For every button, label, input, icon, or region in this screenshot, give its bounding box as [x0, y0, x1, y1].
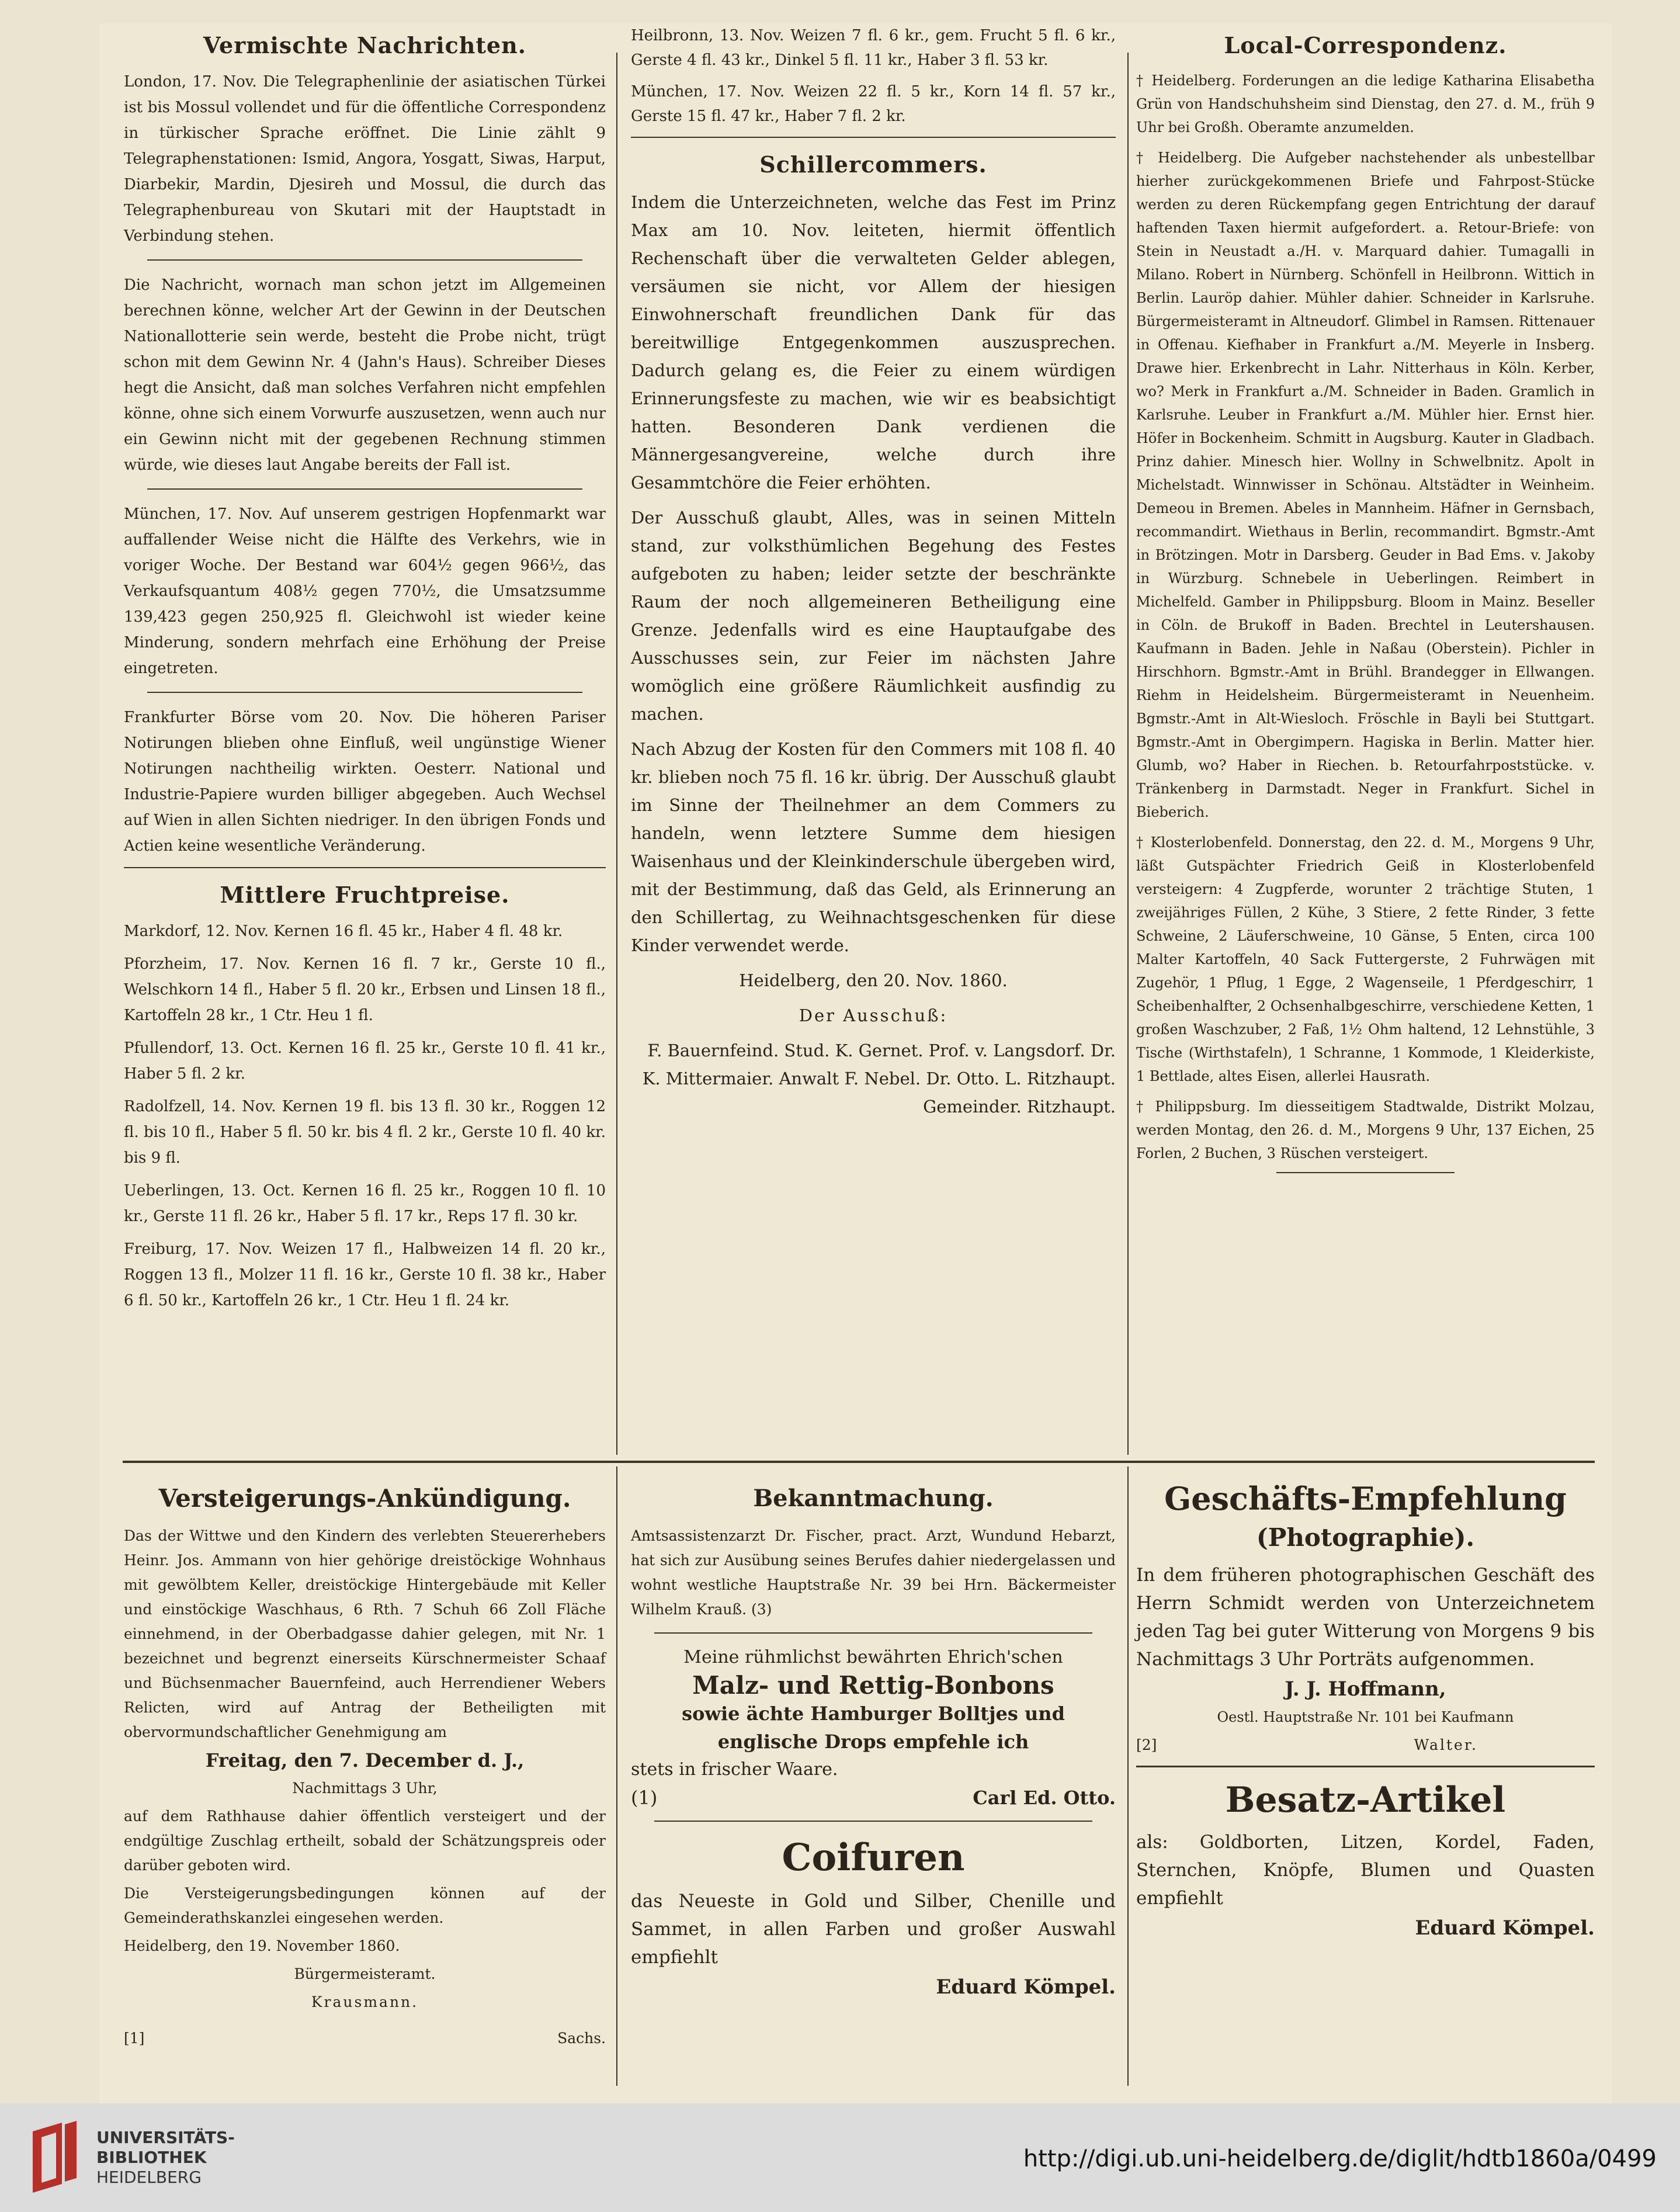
ad-walter: Walter.	[1414, 1736, 1478, 1753]
logo-line: UNIVERSITÄTS-	[96, 2128, 235, 2147]
ad-footer-row	[1136, 1733, 1595, 1757]
divider	[147, 692, 582, 693]
permalink-url[interactable]: http://digi.ub.uni-heidelberg.de/diglit/hdtb1860a/0499	[1023, 2145, 1657, 2172]
footer-bar	[0, 2103, 1680, 2212]
local-klosterlobenfeld: † Klosterlobenfeld. Donnerstag, den 22. d. M., Morgens 9 Uhr, läßt Gutspächter Friedrich Geiß in Klosterlobenfeld versteigern: 4 Zugpferde, worunter 2 trächtige Stuten, 1 zweijähriges Füllen, 2 Kühe, 3 Stiere, 2 fette Rinder, 3 fette Schweine, 2 Läuferschweine, 10 Gänse, 5 Enten, circa 100 Malter Kartoffeln, 40 Sack Futtergerste, 2 Fuhrwägen mit Zugehör, 1 Pflug, 1 Egge, 2 Wagenseile, 1 Pferdgeschirr, 1 Scheibenhalfter, 2 Ochsenhalbgeschirre, verschiedene Ketten, 1 großen Waschzuber, 2 Faß, 1½ Ohm haltend, 12 Lehnstühle, 3 Tische (Wirthstafeln), 1 Schranne, 1 Kommode, 1 Kleiderkiste, 1 Bettlade, altes Eisen, allerlei Hausrath.	[1136, 834, 1595, 1084]
logo-line: HEIDELBERG	[96, 2168, 202, 2187]
local-heidelberg-1: † Heidelberg. Forderungen an die ledige Katharina Elisabetha Grün von Handschuhsheim sind Dienstag, den 27. d. M., früh 9 Uhr bei Großh. Oberamte anzumelden.	[1136, 72, 1595, 136]
section-heading-vermischte: Vermischte Nachrichten.	[203, 32, 526, 58]
ad-number: [2]	[1136, 1736, 1157, 1753]
price-entry: Pforzheim, 17. Nov. Kernen 16 fl. 7 kr., Gerste 10 fl., Welschkorn 14 fl., Haber 5 fl. 20 kr., Erbsen und Linsen 18 fl., Kartoffeln 28 kr., 1 Ctr. Heu 1 fl.	[124, 955, 606, 1024]
ad-body-3: Die Versteigerungsbedingungen können auf der Gemeinderathskanzlei eingesehen werden.	[124, 1885, 606, 1926]
price-entry-heilbronn: Heilbronn, 13. Nov. Weizen 7 fl. 6 kr., gem. Frucht 5 fl. 6 kr., Gerste 4 fl. 43 kr., Dinkel 5 fl. 11 kr., Haber 3 fl. 53 kr.	[631, 27, 1116, 69]
divider	[1136, 1766, 1595, 1767]
column-middle	[631, 23, 1116, 1128]
section-heading-fruchtpreise: Mittlere Fruchtpreise.	[220, 882, 510, 908]
column-rule	[616, 1466, 617, 2086]
ad-title: Versteigerungs-Ankündigung.	[158, 1484, 571, 1513]
price-entry: Markdorf, 12. Nov. Kernen 16 fl. 45 kr., Haber 4 fl. 48 kr.	[124, 923, 563, 940]
schiller-place-date: Heidelberg, den 20. Nov. 1860.	[739, 970, 1008, 990]
newspaper-page	[99, 23, 1612, 2103]
university-logo-text	[96, 2128, 235, 2187]
ad-office: Bürgermeisteramt.	[294, 1965, 436, 1982]
section-heading-schillercommers: Schillercommers.	[759, 151, 987, 178]
divider	[654, 1821, 1092, 1822]
ad-body: In dem früheren photographischen Geschäft des Herrn Schmidt werden von Unterzeichnetem jeden Tag bei guter Witterung von Morgens 9 bis Nachmittags 3 Uhr Porträts aufgenommen.	[1136, 1565, 1595, 1670]
ad-body: Das der Wittwe und den Kindern des verlebten Steuererhebers Heinr. Jos. Ammann von hier gehörige dreistöckige Wohnhaus mit gewölbtem Keller, dreistöckige Hintergebäude mit Keller und einstöckige Waschhaus, 6 Rth. 7 Schuh 66 Zoll Fläche einnehmend, in der Oberbadgasse dahier gelegen, mit Nr. 1 bezeichnet und begrenzt einerseits Kürschnermeister Schaaf und Büchsenmacher Bauernfeind, auch Herrendiener Webers Relicten, wird auf Antrag der Betheiligten mit obervormundschaftlicher Genehmigung am	[124, 1527, 606, 1741]
article-london: London, 17. Nov. Die Telegraphenlinie der asiatischen Türkei ist bis Mossul vollendet und für die öffentliche Correspondenz in türkischer Sprache eröffnet. Die Linie zählt 9 Telegraphenstationen: Ismid, Angora, Yosgatt, Siwas, Harput, Diarbekir, Mardin, Djesireh und Mossul, die durch das Telegraphenbureau von Skutari mit der Hauptstadt in Verbindung stehen.	[124, 73, 606, 245]
ad-signer: J. J. Hoffmann,	[1285, 1677, 1446, 1701]
ad-body: Amtsassistenzarzt Dr. Fischer, pract. Arzt, Wundund Hebarzt, hat sich zur Ausübung seines Berufes dahier niedergelassen und wohnt westliche Hauptstraße Nr. 39 bei Hrn. Bäckermeister Wilhelm Krauß. (3)	[631, 1527, 1116, 1618]
price-entry: Freiburg, 17. Nov. Weizen 17 fl., Halbweizen 14 fl. 20 kr., Roggen 13 fl., Molzer 11 fl. 16 kr., Gerste 10 fl. 38 kr., Haber 6 fl. 50 kr., Kartoffeln 26 kr., 1 Ctr. Heu 1 fl. 24 kr.	[124, 1240, 606, 1309]
ad-line-2: sowie ächte Hamburger Bolltjes und	[682, 1703, 1065, 1725]
price-entry-muenchen: München, 17. Nov. Weizen 22 fl. 5 kr., Korn 14 fl. 57 kr., Gerste 15 fl. 47 kr., Haber 7 fl. 2 kr.	[631, 83, 1116, 125]
ad-address: Oestl. Hauptstraße Nr. 101 bei Kaufmann	[1217, 1709, 1514, 1725]
schiller-ausschuss: Der Ausschuß:	[799, 1006, 948, 1025]
ad-date-line: Freitag, den 7. December d. J.,	[205, 1749, 525, 1771]
ad-geschaeft	[1136, 1478, 1595, 1944]
price-entry: Radolfzell, 14. Nov. Kernen 19 fl. bis 13 fl. 30 kr., Roggen 12 fl. bis 10 fl., Haber 5 fl. 50 kr. bis 4 fl. 2 kr., Gerste 10 fl. 40 kr. bis 9 fl.	[124, 1098, 606, 1167]
ad-versteigerung	[124, 1478, 606, 2051]
divider	[1276, 1172, 1455, 1173]
divider	[147, 488, 582, 490]
article-lotterie: Die Nachricht, wornach man schon jetzt im Allgemeinen berechnen könne, welcher Art der Gewinn in der Deutschen Nationallotterie sein werde, besteht die Probe nicht, trügt schon mit dem Gewinn Nr. 4 (Jahn's Haus). Schreiber Dieses hegt die Ansicht, daß man solches Verfahren nicht empfehlen könne, ohne sich einem Vorwurfe auszusetzen, wenn auch nur ein Gewinn nicht mit der gegebenen Rechnung stimmen würde, wie dieses laut Angabe bereits der Fall ist.	[124, 276, 606, 474]
divider	[631, 137, 1116, 138]
schiller-paragraph-2: Der Ausschuß glaubt, Alles, was in seinen Mitteln stand, zur volksthümlichen Begehung des Festes aufgeboten zu haben; leider setzte der beschränkte Raum der noch allgemeineren Betheiligung eine Grenze. Jedenfalls wird es eine Hauptaufgabe des Ausschusses sein, zur Feier im nächsten Jahre womöglich eine größere Räumlichkeit ausfindig zu machen.	[631, 508, 1116, 724]
ad-name: Krausmann.	[311, 1993, 419, 2010]
ad-sachs: Sachs.	[557, 2030, 606, 2047]
ads-top-rule	[123, 1461, 1595, 1463]
ad-footer-row	[124, 2026, 606, 2051]
column-left	[124, 23, 606, 1320]
divider	[124, 867, 606, 868]
ad-title: Geschäfts-Empfehlung	[1164, 1480, 1567, 1517]
ad-subtitle: (Photographie).	[1256, 1523, 1475, 1552]
ad-title: Bekanntmachung.	[753, 1485, 994, 1512]
schiller-paragraph-1: Indem die Unterzeichneten, welche das Fest im Prinz Max am 10. Nov. leiteten, hiermit öffentlich Rechenschaft über die verwalteten Gelder ablegen, versäumen sie nicht, vor Allem der hiesigen Einwohnerschaft freundlichen Dank für das bereitwillige Entgegenkommen auszusprechen. Dadurch gelang es, die Feier zu einem würdigen Erinnerungsfeste zu machen, wie wir es beabsichtigt hatten. Besonderen Dank verdienen die Männergesangvereine, welche durch ihre Gesammtchöre die Feier erhöhten.	[631, 192, 1116, 493]
ad-number: [1]	[124, 2030, 145, 2047]
ad-line-1: Meine rühmlichst bewährten Ehrich'schen	[683, 1647, 1063, 1667]
local-heidelberg-2: † Heidelberg. Die Aufgeber nachstehender als unbestellbar hierher zurückgekommenen Briefe und Fahrpost-Stücke werden zu deren Rückempfang gegen Entrichtung der darauf haftenden Taxen hiermit aufgefordert. a. Retour-Briefe: von Stein in Neustadt a./H. v. Marquard dahier. Tumagalli in Milano. Robert in Nürnberg. Schönfell in Heilbronn. Wittich in Berlin. Lauröp dahier. Mühler dahier. Schneider in Karlsruhe. Bürgermeisteramt in Altneudorf. Glimbel in Ramsen. Rittenauer in Offenau. Kiefhaber in Frankfurt a./M. Meyerle in Insberg. Drawe hier. Erkenbrecht in Lahr. Nitterhaus in Köln. Kerber, wo? Merk in Frankfurt a./M. Schneider in Baden. Gramlich in Karlsruhe. Leuber in Frankfurt a./M. Mühler hier. Ernst hier. Höfer in Bockenheim. Schmitt in Augsburg. Kauter in Gladbach. Prinz dahier. Minesch hier. Wollny in Schwelbnitz. Apolt in Michelstadt. Winnwisser in Schönau. Altstädter in Weinheim. Demeou in Bremen. Abeles in Mannheim. Häfner in Gernsbach, recommandirt. Wiethaus in Berlin, recommandirt. Bgmstr.-Amt in Brötzingen. Motr in Darsberg. Geuder in Bad Ems. v. Jakoby in Würzburg. Schnebele in Ueberlingen. Reimbert in Michelfeld. Gamber in Philippsburg. Bloom in Mainz. Beseller in Cöln. de Brukoff in Baden. Brechtel in Leutershausen. Kaufmann in Baden. Jehle in Naßau (Oberstein). Pichler in Hirschhorn. Bgmstr.-Amt in Brühl. Brandegger in Ellwangen. Riehm in Heidelsheim. Bürgermeisteramt in Neuenheim. Bgmstr.-Amt in Alt-Wiesloch. Fröschle in Bayli bei Stuttgart. Bgmstr.-Amt in Obergimpern. Hagiska in Berlin. Matter hier. Glumb, wo? Haber in Riechen. b. Retourfahrpoststücke. v. Tränkenberg in Darmstadt. Neger in Frankfurt. Sichel in Bieberich.	[1136, 150, 1595, 820]
ad-bonbons: Malz- und Rettig-Bonbons	[692, 1671, 1054, 1700]
ad-line-4: stets in frischer Waare.	[631, 1759, 838, 1780]
ad-time-line: Nachmittags 3 Uhr,	[292, 1780, 438, 1797]
schiller-signers: F. Bauernfeind. Stud. K. Gernet. Prof. v. Langsdorf. Dr. K. Mittermaier. Anwalt F. Nebel. Dr. Otto. L. Ritzhaupt. Gemeinder. Ritzhaupt.	[642, 1041, 1116, 1117]
price-entry: Pfullendorf, 13. Oct. Kernen 16 fl. 25 kr., Gerste 10 fl. 41 kr., Haber 5 fl. 2 kr.	[124, 1039, 606, 1083]
section-heading-local: Local-Correspondenz.	[1224, 32, 1507, 58]
logo-line: BIBLIOTHEK	[96, 2148, 207, 2167]
schiller-paragraph-3: Nach Abzug der Kosten für den Commers mit 108 fl. 40 kr. blieben noch 75 fl. 16 kr. übrig. Der Ausschuß glaubt im Sinne der Theilnehmer an dem Commers zu handeln, wenn letztere Summe dem hiesigen Waisenhaus und der Kleinkinderschule übergeben wird, mit der Bestimmung, daß das Geld, als Erinnerung an den Schillertag, zu Weihnachtsgeschenken für diese Kinder verwendet werde.	[631, 739, 1116, 955]
ad-body-2: auf dem Rathhause dahier öffentlich versteigert und der endgültige Zuschlag ertheilt, sobald der Schätzungspreis oder darüber geboten wird.	[124, 1808, 606, 1874]
university-logo-icon	[21, 2120, 85, 2196]
ad-number: (1)	[631, 1787, 658, 1809]
local-philippsburg: † Philippsburg. Im diesseitigem Stadtwalde, Distrikt Molzau, werden Montag, den 26. d. M., Morgens 9 Uhr, 137 Eichen, 25 Forlen, 2 Buchen, 3 Rüschen versteigert.	[1136, 1098, 1595, 1162]
column-right	[1136, 23, 1595, 1179]
column-rule	[1127, 53, 1129, 1455]
ad-besatz-body: als: Goldborten, Litzen, Kordel, Faden, Sternchen, Knöpfe, Blumen und Quasten empfiehlt	[1136, 1832, 1595, 1909]
ad-bekanntmachung	[631, 1478, 1116, 2003]
ad-coifuren-title: Coifuren	[782, 1836, 965, 1880]
divider	[654, 1632, 1092, 1634]
ad-coifuren-body: das Neueste in Gold und Silber, Chenille und Sammet, in allen Farben und großer Auswahl empfiehlt	[631, 1891, 1116, 1968]
article-muenchen-hopfen: München, 17. Nov. Auf unserem gestrigen Hopfenmarkt war auffallender Weise nicht die Hälfte des Verkehrs, wie in voriger Woche. Der Bestand war 604½ gegen 966½, das Verkaufsquantum 408½ gegen 770½, die Umsatzsumme 139,423 gegen 250,925 fl. Gleichwohl ist wieder keine Minderung, sondern mehrfach eine Erhöhung der Preise eingetreten.	[124, 505, 606, 677]
column-rule	[1127, 1466, 1129, 2086]
ad-place-date: Heidelberg, den 19. November 1860.	[124, 1937, 400, 1954]
ad-footer-row	[631, 1785, 1116, 1810]
article-frankfurter-boerse: Frankfurter Börse vom 20. Nov. Die höheren Pariser Notirungen blieben ohne Einfluß, weil ungünstige Wiener Notirungen nachtheilig wirkten. Oesterr. National und Industrie-Papiere wurden billiger abgegeben. Auch Wechsel auf Wien in allen Sichten niedriger. In den übrigen Fonds und Actien keine wesentliche Veränderung.	[124, 709, 606, 855]
ad-besatz-title: Besatz-Artikel	[1225, 1780, 1506, 1821]
ad-line-3: englische Drops empfehle ich	[717, 1731, 1029, 1753]
divider	[147, 259, 582, 261]
ad-coifuren-signer: Eduard Kömpel.	[936, 1975, 1116, 1999]
column-rule	[616, 53, 617, 1455]
price-entry: Ueberlingen, 13. Oct. Kernen 16 fl. 25 kr., Roggen 10 fl. 10 kr., Gerste 11 fl. 26 kr., Haber 5 fl. 17 kr., Reps 17 fl. 30 kr.	[124, 1182, 606, 1225]
ad-signer: Carl Ed. Otto.	[973, 1787, 1116, 1809]
ad-besatz-signer: Eduard Kömpel.	[1415, 1916, 1595, 1940]
